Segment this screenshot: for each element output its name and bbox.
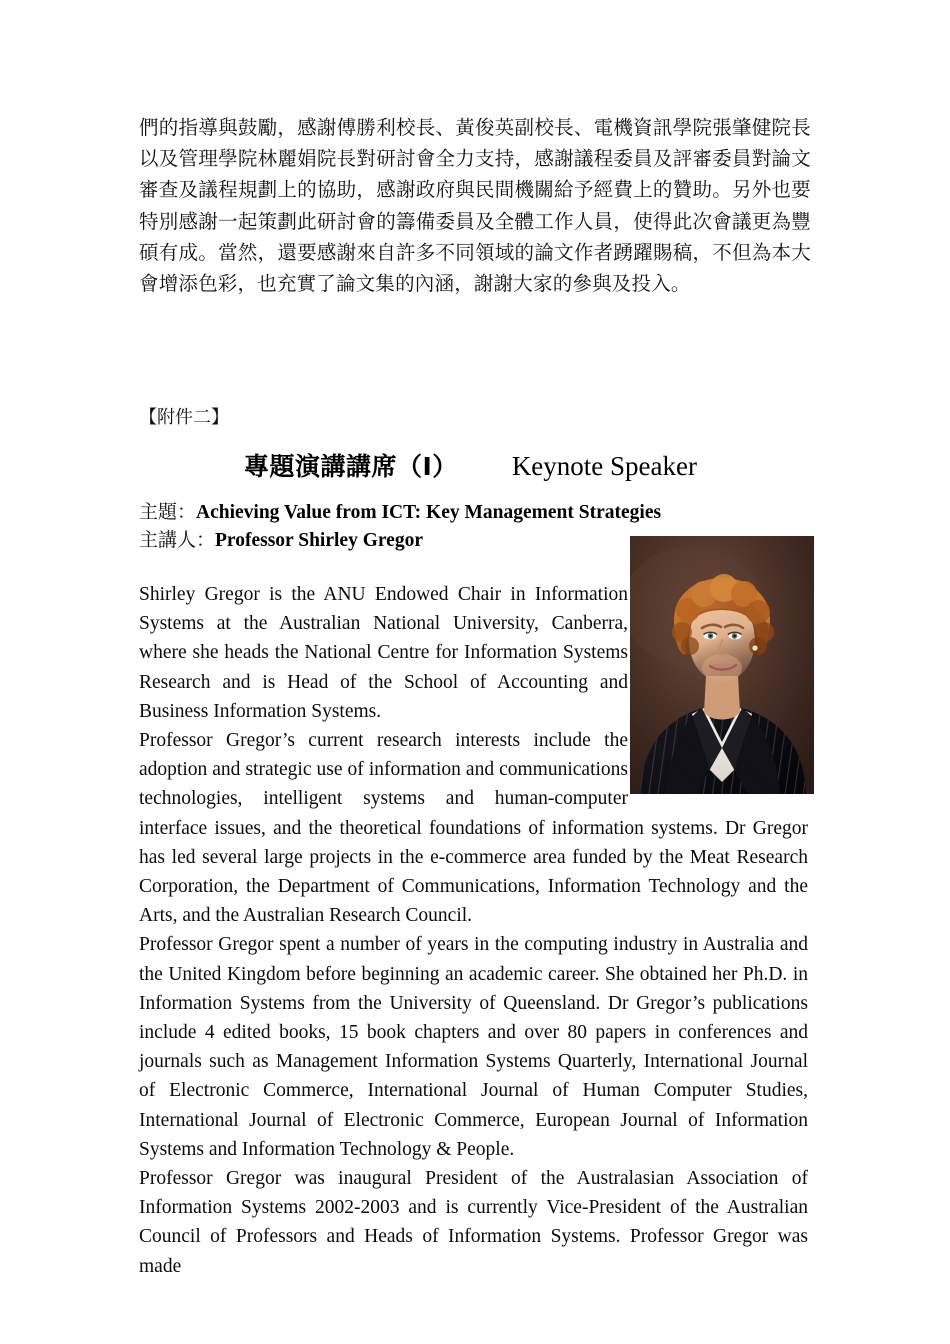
topic-line	[139, 497, 661, 524]
keynote-heading-english: Keynote Speaker	[511, 451, 697, 481]
preface-paragraph: 們的指導與鼓勵，感謝傅勝利校長、黃俊英副校長、電機資訊學院張肇健院長以及管理學院林麗娟院長對研討會全力支持，感謝議程委員及評審委員對論文審查及議程規劃上的協助，感謝政府與民間機關給予經費上的贊助。另外也要特別感謝一起策劃此研討會的籌備委員及全體工作人員，使得此次會議更為豐碩有成。當然，還要感謝來自許多不同領域的論文作者踴躍賜稿，不但為本大會增添色彩，也充實了論文集的內涵，謝謝大家的參與及投入。	[139, 116, 811, 296]
bio-paragraph-4: Professor Gregor was inaugural President of the Australasian Association of Information Systems 2002-2003 and is currently Vice-President of the Australian Council of Professors and Heads of Information Systems. Professor Gregor was made	[139, 1168, 808, 1277]
speaker-biography	[139, 580, 808, 1281]
attachment-label: 【附件二】	[139, 407, 229, 428]
keynote-heading	[139, 447, 811, 485]
speaker-value: Professor Shirley Gregor	[215, 530, 423, 551]
speaker-label: 主講人：	[139, 529, 216, 551]
topic-label: 主題：	[139, 501, 197, 523]
topic-value: Achieving Value from ICT: Key Management Strategies	[196, 502, 662, 523]
speaker-line	[139, 525, 423, 552]
bio-paragraph-1: Shirley Gregor is the ANU Endowed Chair in Information Systems at the Australian National University, Canberra, where she heads the National Centre for Information Systems Research and is Head of the School of Accounting and Business Information Systems.	[139, 584, 628, 722]
keynote-heading-chinese: 專題演講講席（Ⅰ）	[244, 452, 458, 481]
bio-paragraph-3: Professor Gregor spent a number of years in the computing industry in Australia and the United Kingdom before beginning an academic career. She obtained her Ph.D. in Information Systems from the University of Queensland. Dr Gregor’s publications include 4 edited books, 15 book chapters and over 80 papers in conferences and journals such as Management Information Systems Quarterly, International Journal of Electronic Commerce, International Journal of Human Computer Studies, International Journal of Electronic Commerce, European Journal of Information Systems and Information Technology & People.	[139, 934, 808, 1160]
photo-text-wrap-shim	[628, 580, 808, 804]
bio-paragraph-2: Professor Gregor’s current research interests include the adoption and strategic use of information and communications technologies, intelligent systems and human-computer interface issues, and the theoretical foundations of information systems. Dr Gregor has led several large projects in the e-commerce area funded by the Meat Research Corporation, the Department of Communications, Information Technology and the Arts, and the Australian Research Council.	[139, 730, 808, 927]
